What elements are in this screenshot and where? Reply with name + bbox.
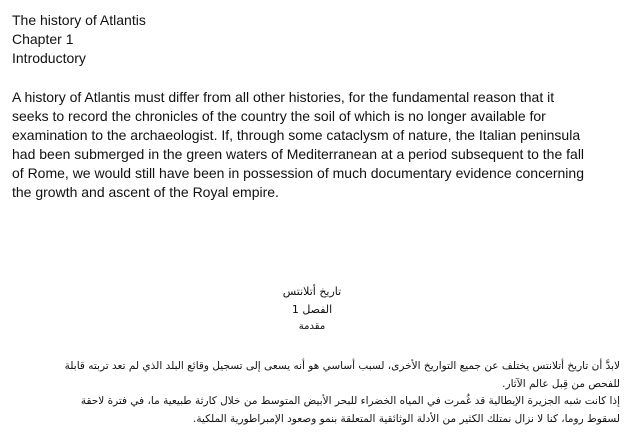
arabic-heading-block [0,283,624,335]
english-section-title: Introductory [12,50,86,66]
arabic-paragraph [4,358,620,428]
arabic-title: تاريخ أتلانتس [282,285,342,298]
arabic-chapter: الفصل 1 [291,303,333,316]
english-title: The history of Atlantis [12,12,146,28]
english-paragraph-line: A history of Atlantis must differ from all other histories, for the fundamental reason that it [12,89,555,105]
english-paragraph-line: had been submerged in the green waters of Mediterranean at a period subsequent to the fall [12,146,585,162]
english-heading-block [12,11,612,68]
arabic-paragraph-line: لابدَّ أن تاريخ أتلانتس يختلف عن جميع التواريخ الأخرى، لسبب أساسي هو أنه يسعى إلى تسجيل وقائع البلد الذي لم تعد تربته قابلة [64,360,620,372]
arabic-paragraph-line: لسقوط روما، كنا لا نزال نمتلك الكثير من الأدلة الوثائقية المتعلقة بنمو وصعود الإمبراطورية الملكية. [193,412,620,425]
english-paragraph-line: the growth and ascent of the Royal empire. [12,184,279,200]
arabic-paragraph-line: للفحص من قِبل عالم الآثار. [502,377,620,390]
english-paragraph-line: of Rome, we would still have been in possession of much documentary evidence concerning [12,165,584,181]
english-chapter: Chapter 1 [12,31,74,47]
english-paragraph-line: seeks to record the chronicles of the country the soil of which is no longer available for [12,108,546,124]
arabic-section-title: مقدمة [298,321,326,332]
english-paragraph [12,88,618,202]
english-paragraph-line: examination to the archaeologist. If, through some cataclysm of nature, the Italian peninsula [12,127,581,143]
arabic-paragraph-line: إذا كانت شبه الجزيرة الإيطالية قد غُمرت في المياه الخضراء للبحر الأبيض المتوسط من خلال كارثة طبيعية ما، في فترة لاحقة [80,395,620,407]
